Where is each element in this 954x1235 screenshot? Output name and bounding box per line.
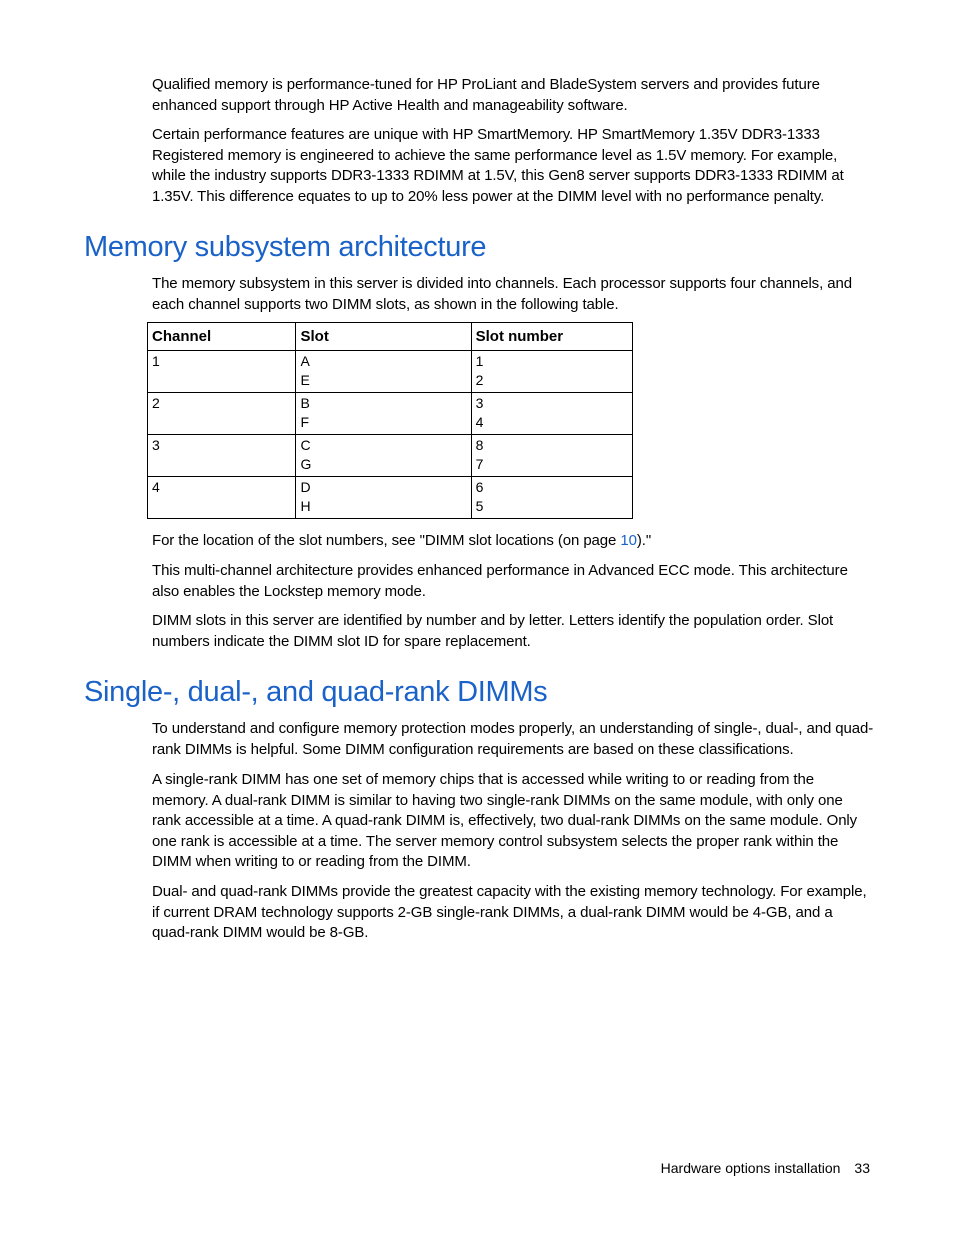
slot-letter: H bbox=[300, 498, 311, 514]
slot-number: 2 bbox=[475, 372, 484, 388]
table-row bbox=[148, 393, 633, 435]
cell-slot bbox=[296, 477, 471, 519]
cell-channel: 1 bbox=[148, 351, 296, 393]
rank-capacity-paragraph: Dual- and quad-rank DIMMs provide the greatest capacity with the existing memory technology. For example, if current DRAM technology supports 2-GB single-rank DIMMs, a dual-rank DIMM would be 4-GB, and a quad-rank DIMM would be 8-GB. bbox=[152, 883, 867, 942]
rank-intro-paragraph-block bbox=[152, 719, 874, 760]
page-footer bbox=[661, 1158, 870, 1178]
header-channel: Channel bbox=[148, 323, 296, 351]
slot-number: 7 bbox=[475, 456, 484, 472]
rank-description-paragraph-block bbox=[152, 770, 874, 873]
slot-number: 3 bbox=[475, 395, 484, 411]
slot-letter: G bbox=[300, 456, 312, 472]
cell-slot-number bbox=[471, 435, 632, 477]
slot-number: 1 bbox=[475, 353, 484, 369]
multichannel-paragraph-block bbox=[152, 561, 874, 602]
slot-letter: F bbox=[300, 414, 310, 430]
page-link[interactable]: 10 bbox=[620, 532, 637, 549]
cell-slot-number bbox=[471, 477, 632, 519]
cell-slot bbox=[296, 435, 471, 477]
section-title-memory-architecture: Memory subsystem architecture bbox=[84, 231, 487, 263]
header-slot: Slot bbox=[296, 323, 471, 351]
intro-paragraph-2-block bbox=[152, 125, 874, 207]
section-title-rank-dimms: Single-, dual-, and quad-rank DIMMs bbox=[84, 676, 548, 708]
dimm-slots-paragraph-block bbox=[152, 611, 874, 652]
cell-slot bbox=[296, 351, 471, 393]
page-number: 33 bbox=[854, 1160, 870, 1176]
slot-number: 6 bbox=[475, 479, 484, 495]
slot-number: 4 bbox=[475, 414, 484, 430]
slot-letter: E bbox=[300, 372, 310, 388]
slot-letter: A bbox=[300, 353, 310, 369]
cell-channel: 3 bbox=[148, 435, 296, 477]
dimm-channel-table bbox=[147, 322, 633, 519]
cell-channel: 2 bbox=[148, 393, 296, 435]
memory-architecture-intro-block bbox=[152, 274, 874, 315]
slot-letter: D bbox=[300, 479, 311, 495]
slot-number: 5 bbox=[475, 498, 484, 514]
table-row bbox=[148, 435, 633, 477]
memory-architecture-intro: The memory subsystem in this server is divided into channels. Each processor supports four channels, and each channel supports two DIMM slots, as shown in the following table. bbox=[152, 275, 852, 313]
table-header-row bbox=[148, 323, 633, 351]
slot-letter: C bbox=[300, 437, 311, 453]
slot-letter: B bbox=[300, 395, 310, 411]
slot-location-text-end: )." bbox=[636, 532, 652, 549]
slot-number: 8 bbox=[475, 437, 484, 453]
dimm-slots-paragraph: DIMM slots in this server are identified by number and by letter. Letters identify the population order. Slot numbers indicate the DIMM slot ID for spare replacement. bbox=[152, 612, 834, 650]
intro-paragraph-2: Certain performance features are unique with HP SmartMemory. HP SmartMemory 1.35V DDR3-1333 Registered memory is engineered to achieve the same performance level as 1.5V memory. For example, while the industry supports DDR3-1333 RDIMM at 1.5V, this Gen8 server supports DDR3-1333 RDIMM at 1.35V. This difference equates to up to 20% less power at the DIMM level with no performance penalty. bbox=[152, 126, 844, 205]
multichannel-paragraph: This multi-channel architecture provides enhanced performance in Advanced ECC mode. This architecture also enables the Lockstep memory mode. bbox=[152, 562, 848, 600]
cell-slot-number bbox=[471, 351, 632, 393]
rank-capacity-paragraph-block bbox=[152, 882, 874, 944]
intro-paragraph-1: Qualified memory is performance-tuned for HP ProLiant and BladeSystem servers and provides future enhanced support through HP Active Health and manageability software. bbox=[152, 76, 820, 114]
rank-intro-paragraph: To understand and configure memory protection modes properly, an understanding of single-, dual-, and quad-rank DIMMs is helpful. Some DIMM configuration requirements are based on these classifications. bbox=[152, 720, 874, 758]
header-slot-number: Slot number bbox=[471, 323, 632, 351]
rank-description-paragraph: A single-rank DIMM has one set of memory chips that is accessed while writing to or reading from the memory. A dual-rank DIMM is similar to having two single-rank DIMMs on the same module, with only one rank accessible at a time. A quad-rank DIMM is, effectively, two dual-rank DIMMs on the same module. Only one rank is accessible at a time. The server memory control subsystem selects the proper rank within the DIMM when writing to or reading from the DIMM. bbox=[152, 771, 858, 871]
slot-location-paragraph bbox=[152, 531, 874, 552]
slot-location-text: For the location of the slot numbers, see "DIMM slot locations (on page bbox=[152, 532, 621, 549]
intro-paragraph-1-block bbox=[152, 75, 874, 116]
table-row bbox=[148, 351, 633, 393]
table-row bbox=[148, 477, 633, 519]
slot-location-paragraph-block bbox=[152, 531, 874, 552]
cell-slot bbox=[296, 393, 471, 435]
cell-channel: 4 bbox=[148, 477, 296, 519]
cell-slot-number bbox=[471, 393, 632, 435]
footer-section-name: Hardware options installation bbox=[660, 1160, 841, 1176]
